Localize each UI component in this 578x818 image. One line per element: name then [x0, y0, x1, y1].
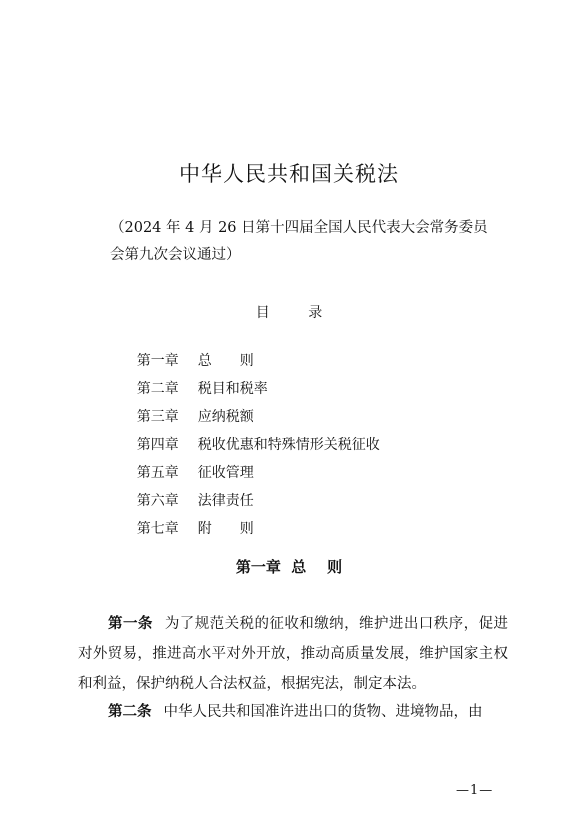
- toc-item: [110, 331, 470, 369]
- toc-item-number: 第六章: [136, 493, 179, 509]
- toc-item-number: 第三章: [136, 409, 179, 425]
- toc-title: 目 录: [255, 305, 323, 321]
- article-text: 中华人民共和国准许进出口的货物、进境物品，由: [163, 704, 483, 720]
- toc-item-name: 税收优惠和特殊情形关税征收: [197, 437, 380, 453]
- toc-item-name: 征收管理: [197, 465, 254, 481]
- article-label: 第二条: [108, 704, 152, 720]
- article-text: 为了规范关税的征收和缴纳，维护进出口秩序，促进对外贸易，推进高水平对外开放，推动高质量发展，维护国家主权和利益，保护纳税人合法权益，根据宪法，制定本法。: [78, 616, 509, 692]
- toc-item-number: 第五章: [136, 465, 179, 481]
- toc-item-name: 应纳税额: [197, 409, 254, 425]
- toc-item-name: 总 则: [197, 353, 254, 369]
- article-paragraph: [78, 697, 508, 727]
- article-label: 第一条: [108, 616, 153, 632]
- toc-item-number: 第四章: [136, 437, 179, 453]
- toc-item-name: 税目和税率: [197, 381, 268, 397]
- toc-item-number: 第二章: [136, 381, 179, 397]
- toc-item-name: 附 则: [197, 521, 254, 537]
- document-subtitle: （2024 年 4 月 26 日第十四届全国人民代表大会常务委员会第九次会议通过）: [110, 220, 488, 263]
- table-of-contents: [110, 331, 470, 537]
- toc-item-name: 法律责任: [197, 493, 254, 509]
- toc-item-number: 第一章: [136, 353, 179, 369]
- page-number: —1—: [456, 783, 494, 798]
- article-paragraph: [78, 609, 508, 699]
- toc-item-number: 第七章: [136, 521, 179, 537]
- chapter-heading: 第一章 总 则: [235, 558, 343, 576]
- document-title: 中华人民共和国关税法: [179, 162, 399, 186]
